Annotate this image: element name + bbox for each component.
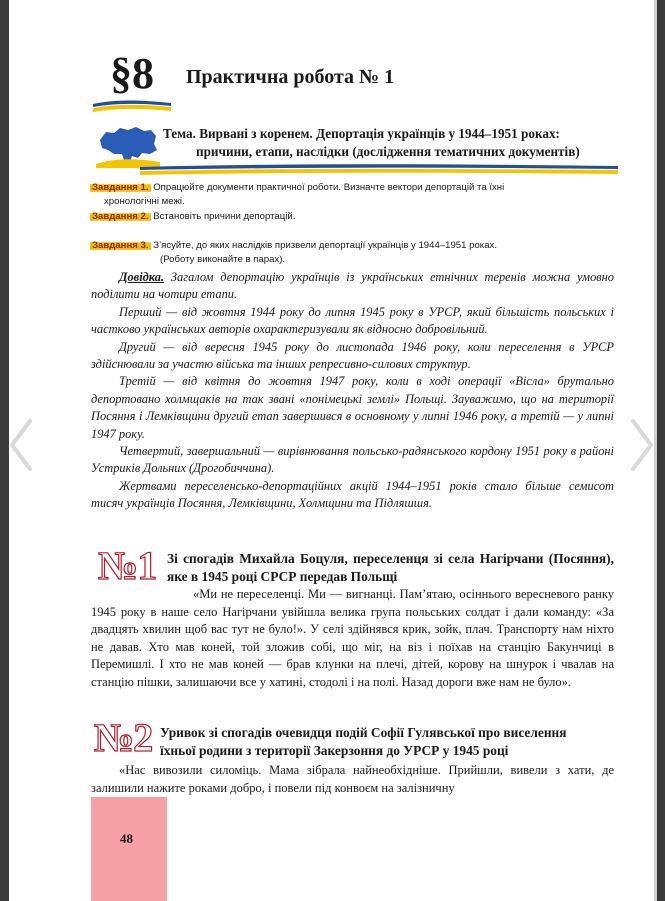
page-number: 48 bbox=[120, 831, 133, 846]
document-1-number: №1 bbox=[98, 543, 157, 588]
reference-label: Довідка. bbox=[119, 270, 165, 284]
document-1-heading: Зі спогадів Михайла Боцуля, переселенця зі села Нагірчани (Посяння), яке в 1945 році СРСР передав Польщі bbox=[167, 551, 614, 584]
flag-swoosh bbox=[91, 98, 173, 114]
task-1-label: Завдання 1. bbox=[92, 182, 149, 193]
reference-stage-2: Другий — від вересня 1945 року до листопада 1946 року, коли переселення в УРСР здійснювали за участю війська та інших репресивно-силових структур. bbox=[91, 339, 614, 372]
chevron-right-icon bbox=[629, 418, 655, 472]
task-2 bbox=[92, 211, 295, 222]
reference-stage-1: Перший — від жовтня 1944 року до липня 1945 року в УРСР, який більшість польських і частково українських авторів охарактеризували як відносно добровільний. bbox=[91, 304, 614, 337]
practical-work-title: Практична робота № 1 bbox=[186, 66, 395, 88]
theme-underline bbox=[140, 163, 618, 177]
viewer-right-edge bbox=[657, 0, 665, 901]
document-2-heading: Уривок зі спогадів очевидця подій Софії Гулявської про виселення їхньої родини з території Закерзоння до УРСР у 1945 році bbox=[160, 725, 567, 758]
task-1-continuation: хронологічні межі. bbox=[104, 196, 185, 207]
task-1 bbox=[92, 182, 504, 193]
document-2-number: №2 bbox=[94, 715, 153, 760]
next-page-button[interactable] bbox=[629, 418, 655, 472]
reference-victims: Жертвами переселенсько-депортаційних акцій 1944–1951 років стало більше семисот тисяч українців Посяння, Лемківщини, Холмщини та Підляшшя. bbox=[91, 478, 614, 511]
task-2-label: Завдання 2. bbox=[92, 211, 149, 222]
task-3-text: З’ясуйте, до яких наслідків призвели депортації українців у 1944–1951 роках. bbox=[153, 240, 498, 251]
paragraph-mark: §8 bbox=[110, 49, 154, 98]
task-2-text: Встановіть причини депортацій. bbox=[153, 211, 296, 222]
ukraine-map-icon bbox=[96, 124, 160, 168]
task-3 bbox=[92, 240, 497, 251]
document-1-text: «Ми не переселенці. Ми — вигнанці. Пам’ятаю, осіннього вересневого ранку 1945 року в наше село Нагірчани увійшла велика група польських солдат і дали команду: «За двадцять хвилин щоб вас тут не було!». У селі здійнявся крик, зойк, плач. Транспорту нам ніхто не давав. Хто мав коней, той зложив собі, що міг, на віз і поїхав на станцію Бакунчиці в Перемишлі. І хто не мав коней — брав клунки на плечі, дітей, корову на шнурок і чвалав на станцію пішки, залишаючи все у хатині, стодолі і на полі. Назад дороги вже нам не було». bbox=[91, 587, 614, 689]
reference-intro: Довідка. Загалом депортацію українців із українських етнічних теренів можна умовно поділити на чотири етапи. bbox=[91, 270, 614, 302]
document-2-text: «Нас вивозили силоміць. Мама зібрала найнеобхідніше. Прийшли, вивели з хати, де залишили нажите роками добро, і повели під конвоєм на залізничну bbox=[91, 763, 614, 795]
chevron-left-icon bbox=[8, 418, 34, 472]
theme-line-1: Тема. Вирвані з коренем. Депортація українців у 1944–1951 роках: bbox=[163, 126, 560, 141]
page-corner-tab bbox=[91, 797, 167, 901]
theme-line-2: причини, етапи, наслідки (дослідження тематичних документів) bbox=[196, 144, 580, 159]
reference-stage-3: Третій — від квітня до жовтня 1947 року, коли в ході операції «Вісла» брутально депортовано холмщаків на так звані «понімецькі землі» Польщі. Зауважимо, що на території Посяння і Лемківщини другий етап завершився в основному у липні 1946 року, а третій — у липні 1947 року. bbox=[91, 374, 614, 441]
task-1-text: Опрацюйте документи практичної роботи. Визначте вектори депортацій та їхні bbox=[153, 182, 505, 193]
reference-stage-4: Четвертий, завершальний — вирівнювання польсько-радянського кордону 1951 року в районі Устриків Дольних (Дрогобиччина). bbox=[91, 444, 614, 476]
task-3-label: Завдання 3. bbox=[92, 240, 149, 251]
task-3-continuation: (Роботу виконайте в парах). bbox=[160, 254, 286, 265]
previous-page-button[interactable] bbox=[8, 418, 34, 472]
reference-block bbox=[91, 269, 614, 513]
